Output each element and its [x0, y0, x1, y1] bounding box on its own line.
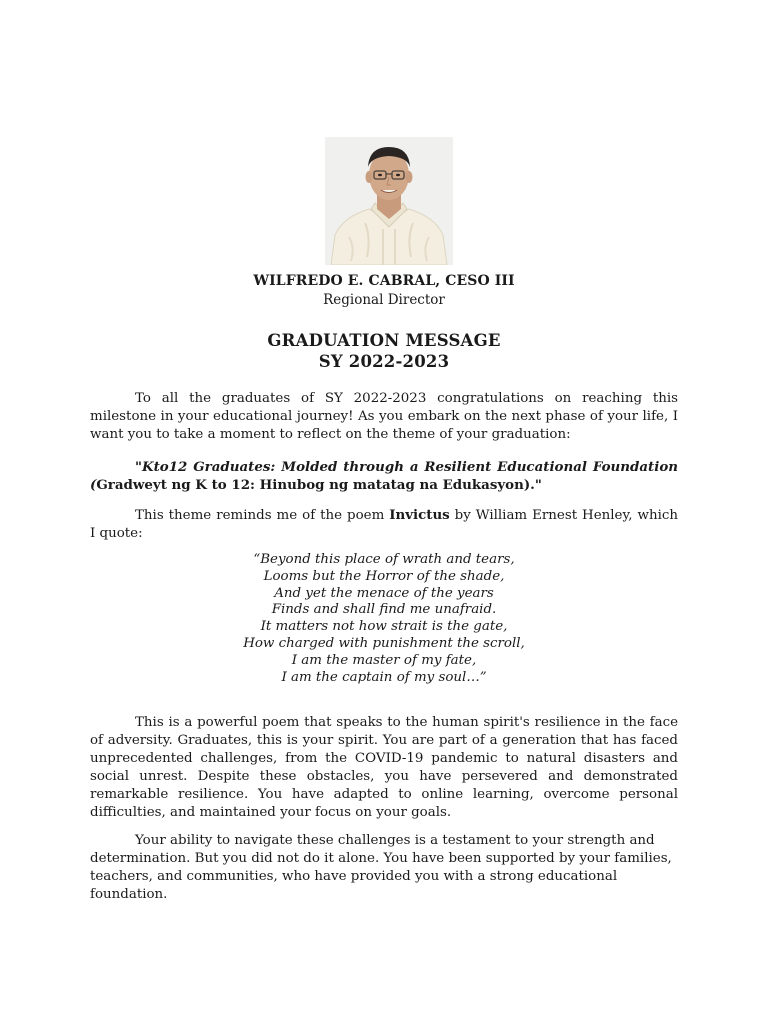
poem-line: I am the captain of my soul…” — [281, 669, 487, 685]
invictus-title: Invictus — [389, 507, 450, 523]
invictus-paragraph — [90, 506, 678, 543]
resilience-paragraph: This is a powerful poem that speaks to the human spirit's resilience in the face of adversity. Graduates, this is your spirit. You are part of a generation that has faced unprecedented challenges, from the COVID-19 pandemic to natural disasters and social unrest. Despite these obstacles, you have persevered and demonstrated remarkable resilience. You have adapted to online learning, overcome personal difficulties, and maintained your focus on your goals. — [90, 715, 678, 820]
page-subtitle: SY 2022-2023 — [318, 352, 450, 371]
poem-line: It matters not how strait is the gate, — [260, 619, 508, 635]
signatory-position: Regional Director — [323, 292, 445, 308]
page-title: GRADUATION MESSAGE — [267, 331, 501, 350]
invictus-intro-end: by William Ernest Henley, which I quote: — [90, 508, 678, 541]
poem-line: And yet the menace of the years — [274, 585, 494, 601]
invictus-intro-start: This theme reminds me of the poem — [135, 508, 390, 523]
poem-line: I am the master of my fate, — [291, 652, 477, 668]
theme-english: "Kto12 Graduates: Molded through a Resilient Educational Foundation ( — [90, 459, 678, 493]
portrait-illustration — [325, 137, 453, 265]
poem-quote — [0, 552, 768, 686]
poem-line: How charged with punishment the scroll, — [243, 635, 525, 651]
support-paragraph: Your ability to navigate these challenges is a testament to your strength and determination. But you did not do it alone. You have been supported by your families, teachers, and communities, who have provided you with a strong educational foundation. — [90, 833, 672, 902]
theme-paragraph — [90, 458, 678, 494]
poem-line: “Beyond this place of wrath and tears, — [253, 552, 515, 567]
intro-paragraph: To all the graduates of SY 2022-2023 congratulations on reaching this milestone in your educational journey! As you embark on the next phase of your life, I want you to take a moment to reflect on the theme of your graduation: — [90, 391, 678, 442]
signatory-name: WILFREDO E. CABRAL, CESO III — [253, 273, 515, 289]
poem-line: Looms but the Horror of the shade, — [263, 568, 505, 584]
theme-tagalog: Gradweyt ng K to 12: Hinubog ng matatag na Edukasyon — [96, 477, 524, 493]
poem-line: Finds and shall find me unafraid. — [271, 602, 497, 618]
theme-close: )." — [523, 477, 542, 493]
portrait-photo — [325, 137, 453, 265]
